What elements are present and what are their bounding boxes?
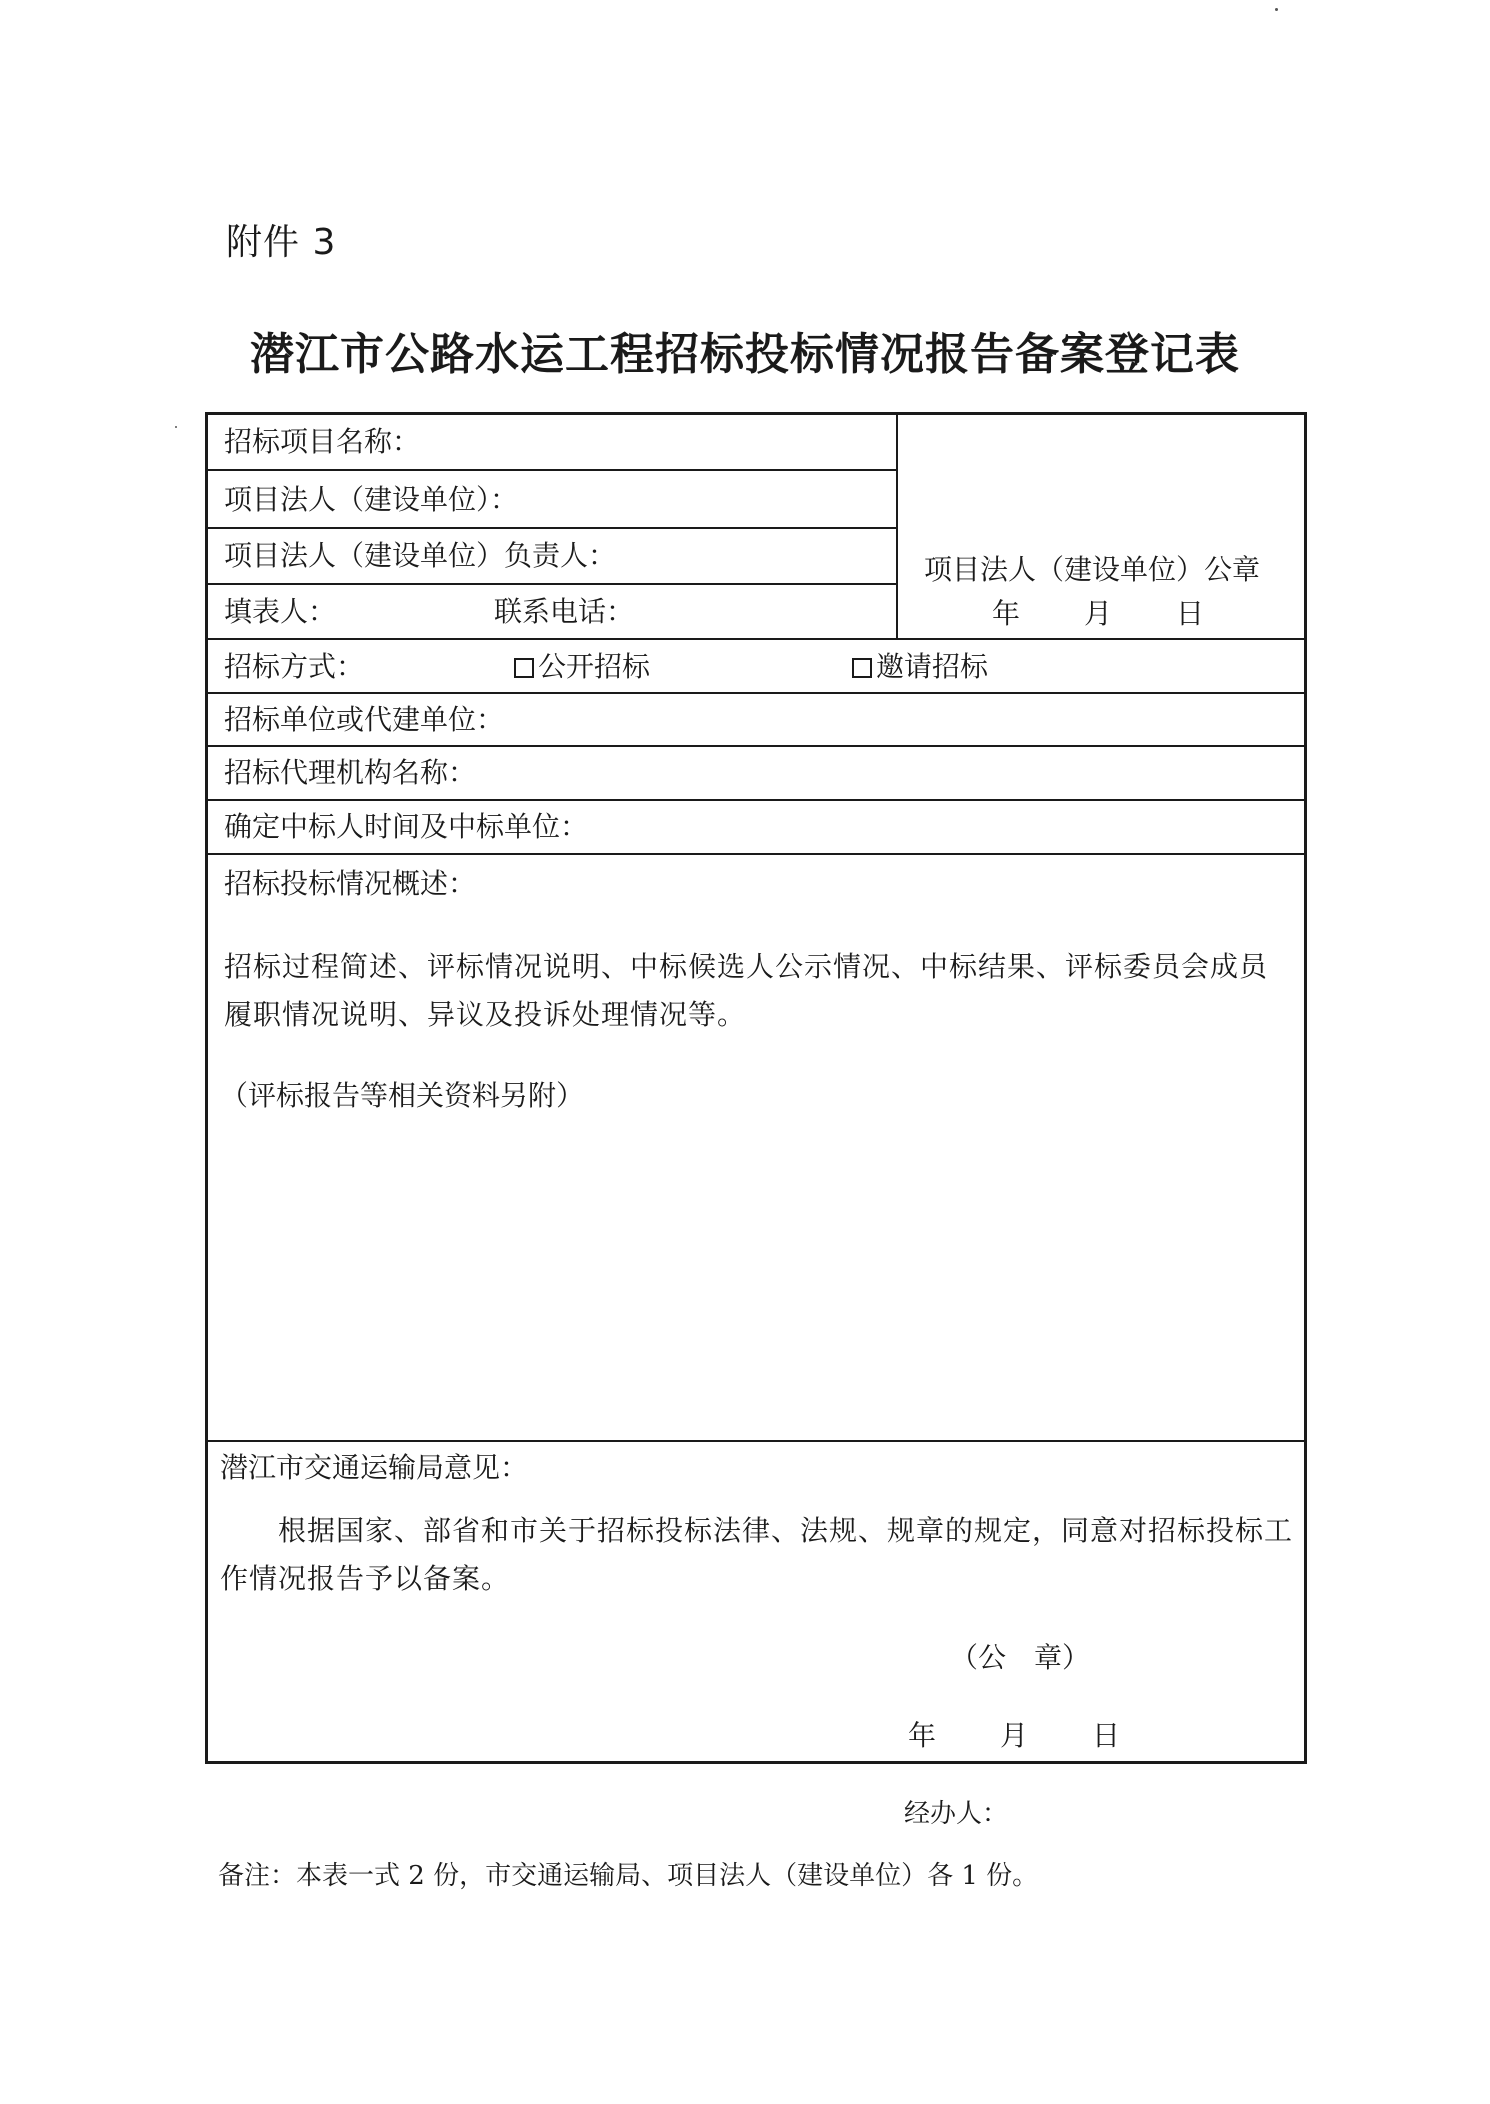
row-divider (208, 527, 896, 529)
method-option-invite[interactable] (852, 650, 988, 684)
row-divider (208, 853, 1306, 855)
seal-date-year: 年 (992, 597, 1021, 630)
phone-label: 联系电话： (494, 595, 635, 628)
summary-text: 招标过程简述、评标情况说明、中标候选人公示情况、中标结果、评标委员会成员履职情况说明、异议及投诉处理情况等。 (224, 950, 1269, 1031)
row-divider (208, 692, 1306, 694)
checkbox[interactable] (514, 658, 534, 678)
agency-label: 招标代理机构名称： (224, 756, 477, 789)
handler-label: 经办人： (904, 1799, 1009, 1829)
document-title: 潜江市公路水运工程招标投标情况报告备案登记表 (250, 329, 1240, 380)
filled-by-label: 填表人： (224, 595, 337, 628)
tender-unit-label: 招标单位或代建单位： (224, 703, 505, 736)
summary-note: （评标报告等相关资料另附） (220, 1079, 585, 1112)
seal-date-month: 月 (1084, 597, 1113, 630)
method-option-label: 公开招标 (538, 650, 651, 683)
bureau-seal: （公 章） (950, 1641, 1091, 1674)
footnote: 备注：本表一式 2 份，市交通运输局、项目法人（建设单位）各 1 份。 (218, 1861, 1039, 1891)
bureau-date (908, 1719, 1120, 1753)
winner-label: 确定中标人时间及中标单位： (224, 810, 589, 843)
checkbox[interactable] (852, 658, 872, 678)
row-divider (208, 745, 1306, 747)
method-label: 招标方式： (224, 650, 365, 683)
legal-person-leader-label: 项目法人（建设单位）负责人： (224, 539, 617, 572)
bureau-text: 根据国家、部省和市关于招标投标法律、法规、规章的规定，同意对招标投标工作情况报告予以备案。 (220, 1514, 1294, 1595)
row-divider (208, 799, 1306, 801)
row-divider (208, 583, 896, 585)
seal-cell-divider (896, 415, 898, 638)
project-name-label: 招标项目名称： (224, 425, 421, 458)
legal-person-label: 项目法人（建设单位）： (224, 483, 519, 516)
method-option-label: 邀请招标 (876, 650, 989, 683)
bureau-date-day: 日 (1092, 1719, 1121, 1752)
bureau-date-year: 年 (908, 1719, 937, 1752)
scan-speck (175, 426, 177, 428)
bureau-label: 潜江市交通运输局意见： (220, 1451, 529, 1484)
method-option-open[interactable] (514, 650, 650, 684)
attachment-label: 附件 3 (226, 222, 337, 263)
seal-date-day: 日 (1176, 597, 1205, 630)
registration-form (205, 412, 1307, 1764)
row-divider (208, 469, 896, 471)
scan-speck (1275, 8, 1278, 11)
row-divider (208, 1440, 1306, 1442)
summary-label: 招标投标情况概述： (224, 867, 477, 900)
bureau-date-month: 月 (1000, 1719, 1029, 1752)
row-divider (208, 638, 1306, 640)
seal-date (992, 597, 1204, 631)
seal-label: 项目法人（建设单位）公章 (924, 553, 1261, 586)
